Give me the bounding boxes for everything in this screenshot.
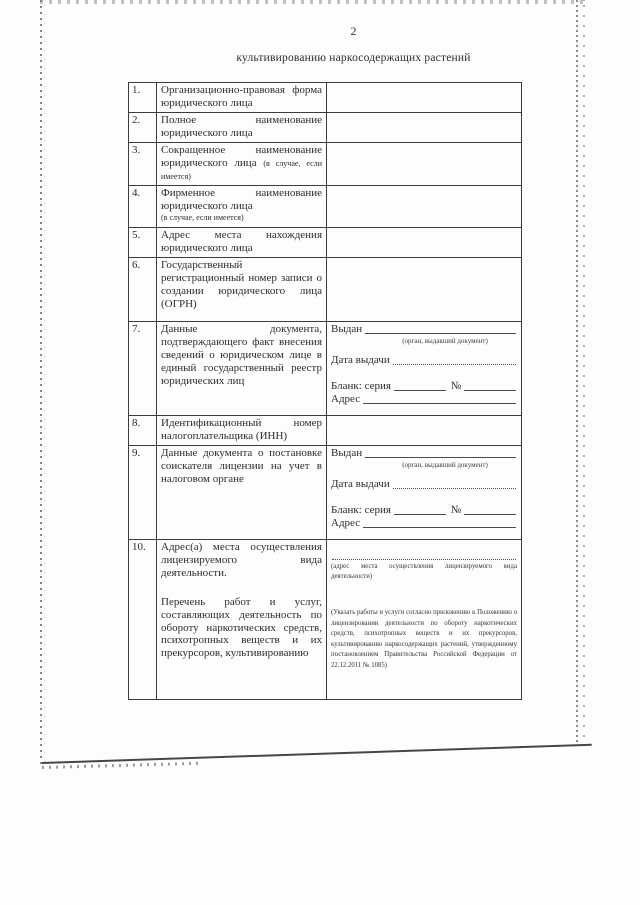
field-label: Дата выдачи [331, 477, 390, 490]
table-row [129, 112, 522, 142]
scan-page-bottom-edge [42, 744, 592, 764]
row-label: Данные документа о постановке соискателя лицензии на учет в налоговом органе [157, 445, 327, 539]
row-label-text: Фирменное наименование юридического лица [161, 186, 322, 212]
row-number: 2. [129, 112, 157, 142]
row-label-note: (в случае, если имеется) [161, 212, 244, 222]
fill-in-line [393, 364, 516, 365]
row-number: 10. [129, 539, 157, 699]
row-label [157, 539, 327, 699]
fill-in-line [464, 514, 516, 515]
works-services-note: (Указать работы и услуги согласно приложению к Положению о лицензировании деятельности по обороту наркотических средств, психотропных веществ и их прекурсоров, культивированию наркосодержащих растений, утвержденному постановлением Правительства Российской Федерации от 22.12.2011 № 1085) [331, 609, 517, 669]
row-number: 5. [129, 227, 157, 257]
issued-field-note: (орган, выдавший документ) [402, 460, 488, 469]
issued-field-note: (орган, выдавший документ) [402, 336, 488, 345]
address-field [331, 393, 517, 406]
field-label: Адрес [331, 516, 361, 529]
field-label: Дата выдачи [331, 353, 390, 366]
field-label: Выдан [331, 322, 363, 335]
issue-date-field [331, 478, 517, 491]
form-table [128, 82, 522, 700]
page-number: 2 [350, 24, 357, 38]
field-label: Выдан [331, 446, 363, 459]
fill-in-line [363, 403, 516, 404]
table-row [129, 445, 522, 539]
row-value-cell [327, 185, 522, 227]
row-number: 8. [129, 415, 157, 445]
address-field [331, 517, 517, 530]
blank-series-field [331, 380, 517, 393]
row-number: 7. [129, 321, 157, 415]
fill-in-line [393, 488, 516, 489]
number-sign: № [450, 379, 462, 392]
scan-noise-top-edge [40, 0, 588, 4]
scan-noise-left-edge [40, 0, 47, 766]
address-note: (адрес места осуществления лицензируемого вида деятельности) [331, 562, 517, 580]
row-label-text: Сокращенное наименование юридического лица [161, 143, 322, 169]
table-row [129, 83, 522, 113]
scan-noise-right-edge [575, 0, 588, 746]
row-label: Организационно-правовая форма юридического лица [157, 83, 327, 113]
table-row [129, 321, 522, 415]
fill-in-line [365, 333, 516, 334]
table-row [129, 539, 522, 699]
table-row [129, 185, 522, 227]
row-value-cell [327, 112, 522, 142]
number-sign: № [450, 503, 462, 516]
issued-field [331, 323, 517, 336]
document-data-cell [327, 445, 522, 539]
fill-in-line [394, 390, 446, 391]
row-number: 6. [129, 257, 157, 321]
row-number: 3. [129, 142, 157, 185]
fill-in-line [365, 457, 516, 458]
fill-in-line [332, 542, 516, 560]
row-label-paragraph: Адрес(а) места осуществления лицензируемого вида деятельности. [161, 540, 322, 579]
field-label: Бланк: серия [331, 379, 391, 392]
issue-date-field [331, 354, 517, 367]
row-label-paragraph: Перечень работ и услуг, составляющих деятельность по обороту наркотических средств, психотропных веществ и их прекурсоров, культивированию [161, 595, 322, 660]
fill-in-line [464, 390, 516, 391]
fill-in-line [363, 527, 516, 528]
table-row [129, 257, 522, 321]
row-value-cell [327, 415, 522, 445]
document-header: культивированию наркосодержащих растений [236, 52, 471, 64]
row-value-cell [327, 257, 522, 321]
issued-field [331, 447, 517, 460]
table-row [129, 142, 522, 185]
row-label: Идентификационный номер налогоплательщика (ИНН) [157, 415, 327, 445]
row-value-cell [327, 83, 522, 113]
row-label [157, 185, 327, 227]
row-label: Полное наименование юридического лица [157, 112, 327, 142]
table-row [129, 415, 522, 445]
document-content [128, 24, 521, 700]
field-label: Адрес [331, 392, 361, 405]
row-number: 4. [129, 185, 157, 227]
table-row [129, 227, 522, 257]
fill-in-line [394, 514, 446, 515]
blank-series-field [331, 504, 517, 517]
activity-address-cell [327, 539, 522, 699]
document-data-cell [327, 321, 522, 415]
row-value-cell [327, 227, 522, 257]
row-number: 9. [129, 445, 157, 539]
row-label [157, 142, 327, 185]
row-label: Государственный регистрационный номер записи о создании юридического лица (ОГРН) [157, 257, 327, 321]
field-label: Бланк: серия [331, 503, 391, 516]
row-label-note: (в случае, если имеется) [161, 158, 323, 181]
row-label: Адрес места нахождения юридического лица [157, 227, 327, 257]
row-number: 1. [129, 83, 157, 113]
row-label: Данные документа, подтверждающего факт внесения сведений о юридическом лице в единый государственный реестр юридических лиц [157, 321, 327, 415]
row-value-cell [327, 142, 522, 185]
